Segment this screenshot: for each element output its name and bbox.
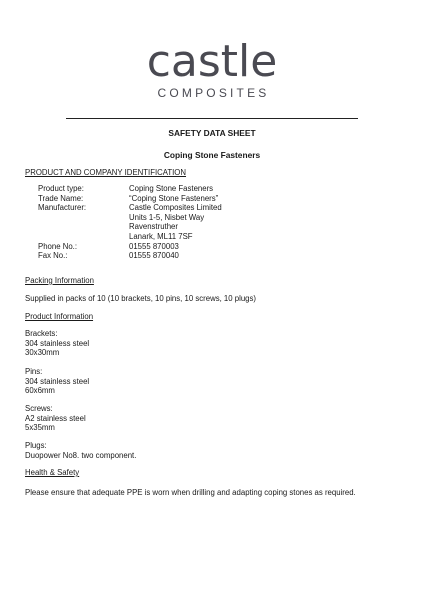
product-item-name: Screws: bbox=[25, 404, 53, 413]
product-item-name: Plugs: bbox=[25, 441, 47, 450]
product-item-name: Pins: bbox=[25, 367, 43, 376]
product-item-line: 30x30mm bbox=[25, 348, 60, 358]
product-item-line: 5x35mm bbox=[25, 423, 55, 433]
health-safety-heading: Health & Safety bbox=[25, 468, 80, 477]
trade-name-value: “Coping Stone Fasteners” bbox=[129, 193, 219, 203]
trade-name-label: Trade Name: bbox=[38, 193, 84, 203]
document-title: SAFETY DATA SHEET bbox=[168, 128, 256, 138]
product-item-line: 60x6mm bbox=[25, 386, 55, 396]
document-subtitle: Coping Stone Fasteners bbox=[163, 150, 261, 160]
phone-label: Phone No.: bbox=[38, 241, 78, 251]
fax-label: Fax No.: bbox=[38, 251, 68, 261]
packing-text: Supplied in packs of 10 (10 brackets, 10 pins, 10 screws, 10 plugs) bbox=[25, 294, 257, 303]
phone-value: 01555 870003 bbox=[129, 241, 179, 251]
manufacturer-label: Manufacturer: bbox=[38, 203, 87, 213]
health-safety-text: Please ensure that adequate PPE is worn when drilling and adapting coping stones as required. bbox=[25, 488, 356, 497]
product-item-name: Brackets: bbox=[25, 329, 58, 338]
manufacturer-line: Lanark, ML11 7SF bbox=[129, 232, 193, 241]
fax-value: 01555 870040 bbox=[129, 251, 179, 261]
manufacturer-line: Castle Composites Limited bbox=[129, 203, 222, 213]
identification-heading: PRODUCT AND COMPANY IDENTIFICATION bbox=[25, 168, 187, 177]
product-item-line: A2 stainless steel bbox=[25, 413, 86, 423]
logo-wordmark: castle bbox=[146, 36, 278, 87]
manufacturer-line: Ravenstruther bbox=[129, 222, 178, 232]
product-type-label: Product type: bbox=[38, 184, 84, 193]
product-type-value: Coping Stone Fasteners bbox=[129, 184, 214, 193]
header-divider bbox=[66, 118, 358, 119]
product-item-line: Duopower No8. two component. bbox=[25, 450, 137, 460]
product-item-line: 304 stainless steel bbox=[25, 376, 90, 386]
packing-heading: Packing Information bbox=[25, 276, 94, 285]
product-item-line: 304 stainless steel bbox=[25, 338, 90, 348]
logo-tagline: COMPOSITES bbox=[157, 86, 270, 100]
manufacturer-line: Units 1-5, Nisbet Way bbox=[129, 212, 205, 222]
product-info-heading: Product Information bbox=[25, 312, 94, 321]
company-logo bbox=[0, 36, 424, 100]
